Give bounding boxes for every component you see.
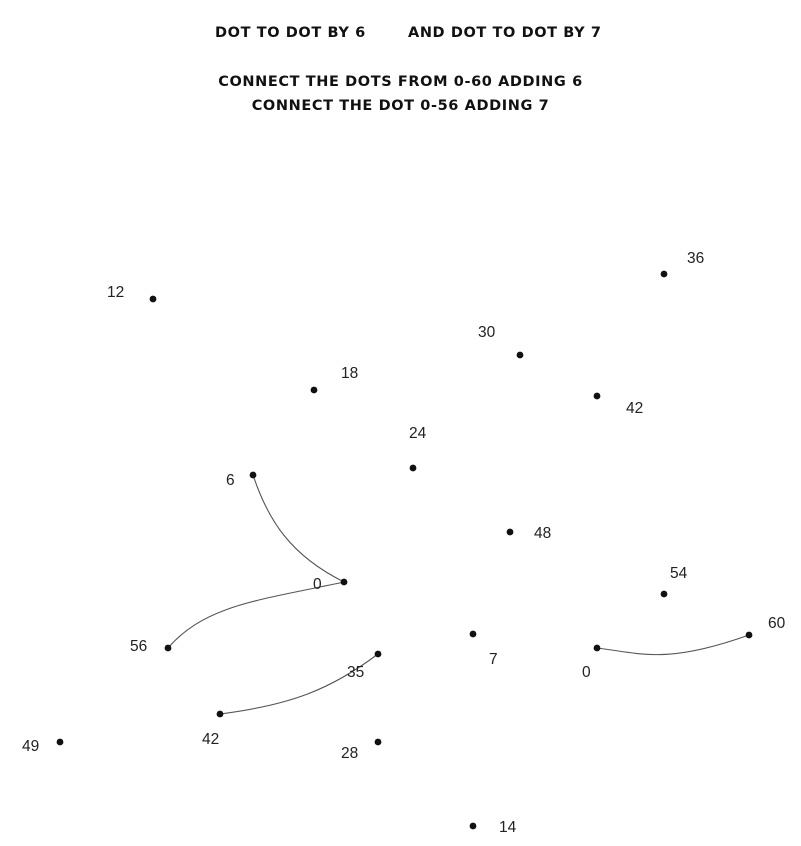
- dot-12: [150, 296, 157, 303]
- dot-42-by6: [594, 393, 601, 400]
- dot-30: [517, 352, 524, 359]
- dot-24: [410, 465, 417, 472]
- label-12: 12: [107, 284, 125, 301]
- dot-28: [375, 739, 382, 746]
- label-24: 24: [409, 425, 427, 442]
- dot-36: [661, 271, 668, 278]
- dot-35: [375, 651, 382, 658]
- dot-42-by7: [217, 711, 224, 718]
- label-42-by7: 42: [202, 731, 220, 748]
- label-7: 7: [489, 651, 498, 668]
- stroke-35-to-42: [220, 654, 378, 714]
- label-18: 18: [341, 365, 359, 382]
- label-30: 30: [478, 324, 496, 341]
- title-dot-to-dot-by-6: DOT TO DOT BY 6: [215, 25, 366, 41]
- title-dot-to-dot-by-7: AND DOT TO DOT BY 7: [408, 25, 602, 41]
- dot-60: [746, 632, 753, 639]
- label-54: 54: [670, 565, 688, 582]
- dot-54: [661, 591, 668, 598]
- label-14: 14: [499, 819, 517, 836]
- dot-48: [507, 529, 514, 536]
- label-42-by6: 42: [626, 400, 644, 417]
- instruction-by-7: CONNECT THE DOT 0-56 ADDING 7: [251, 98, 550, 114]
- dot-6: [250, 472, 257, 479]
- dot-18: [311, 387, 318, 394]
- dot-0-by6: [594, 645, 601, 652]
- label-0-by6: 0: [582, 664, 591, 681]
- label-6: 6: [226, 472, 235, 489]
- label-60: 60: [768, 615, 786, 632]
- label-28: 28: [341, 745, 359, 762]
- label-35: 35: [347, 664, 365, 681]
- dot-0-by7: [341, 579, 348, 586]
- label-56: 56: [130, 638, 148, 655]
- stroke-0-to-60: [597, 635, 749, 655]
- dot-49: [57, 739, 64, 746]
- dot-21: [470, 631, 477, 638]
- instruction-by-6: CONNECT THE DOTS FROM 0-60 ADDING 6: [218, 74, 583, 90]
- label-49: 49: [22, 738, 40, 755]
- stroke-6-to-0: [253, 475, 344, 582]
- dot-56: [165, 645, 172, 652]
- label-36: 36: [687, 250, 705, 267]
- dot-14: [470, 823, 477, 830]
- label-48: 48: [534, 525, 552, 542]
- label-0-by7: 0: [313, 576, 322, 593]
